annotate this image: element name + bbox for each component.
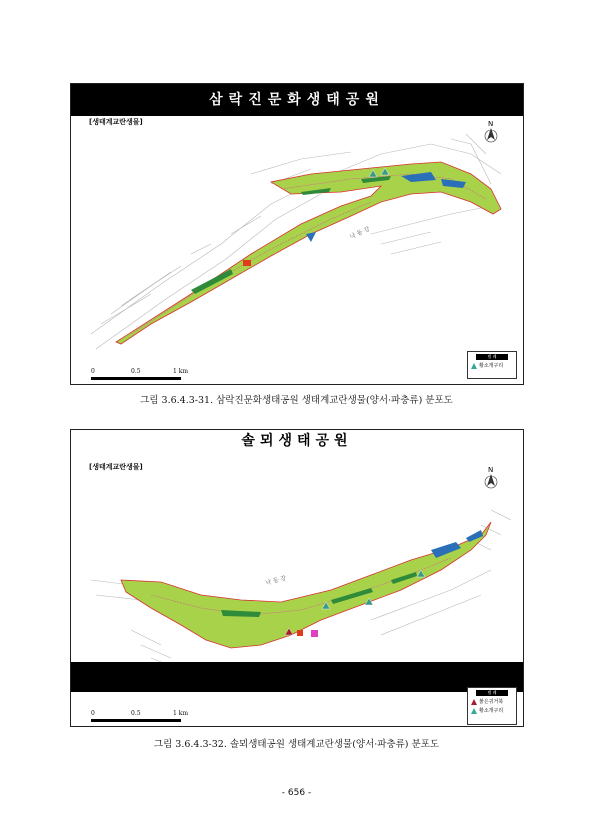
- park-area: [116, 162, 501, 344]
- figure-caption: 그림 3.6.4.3-31. 삼락진문화생태공원 생태계교란생물(양서·파충류) 분포도: [140, 395, 453, 406]
- park-map: [71, 84, 523, 384]
- legend: [467, 351, 517, 379]
- legend-header: 범 례: [476, 690, 508, 696]
- legend-item: 황소개구리: [471, 362, 513, 369]
- legend-item: 황소개구리: [471, 707, 513, 714]
- figure-solmoe-park: [70, 429, 524, 727]
- figure-title: 삼락진문화생태공원: [71, 84, 523, 116]
- river-label: 낙 동 강: [348, 225, 372, 241]
- park-trail: [131, 174, 486, 334]
- pink-facility: [311, 630, 318, 637]
- layer-label: [생태계교란생물]: [89, 463, 143, 471]
- scale-bar: 0 0.5 1 km: [91, 368, 191, 380]
- svg-text:N: N: [488, 120, 494, 128]
- figure-samnak-park: [70, 83, 524, 385]
- red-facility: [297, 630, 303, 636]
- legend-item: 붉은귀거북: [471, 698, 513, 705]
- black-band: [71, 662, 523, 692]
- triangle-icon: [471, 699, 477, 705]
- triangle-icon: [471, 708, 477, 714]
- red-facility: [243, 260, 251, 266]
- page-number: - 656 -: [281, 788, 312, 798]
- layer-label: [생태계교란생물]: [89, 118, 143, 126]
- park-area: [121, 522, 491, 648]
- river-label: 낙 동 강: [264, 574, 287, 587]
- legend: [467, 687, 517, 725]
- triangle-icon: [471, 363, 477, 369]
- figure-caption: 그림 3.6.4.3-32. 솔뫼생태공원 생태계교란생물(양서·파충류) 분포도: [153, 739, 440, 750]
- legend-header: 범 례: [476, 354, 508, 360]
- scale-bar: 0 0.5 1 km: [91, 710, 191, 722]
- svg-text:N: N: [488, 466, 494, 474]
- figure-title: 솔뫼생태공원: [71, 430, 523, 452]
- north-arrow-icon: [485, 466, 497, 488]
- north-arrow-icon: [485, 120, 497, 142]
